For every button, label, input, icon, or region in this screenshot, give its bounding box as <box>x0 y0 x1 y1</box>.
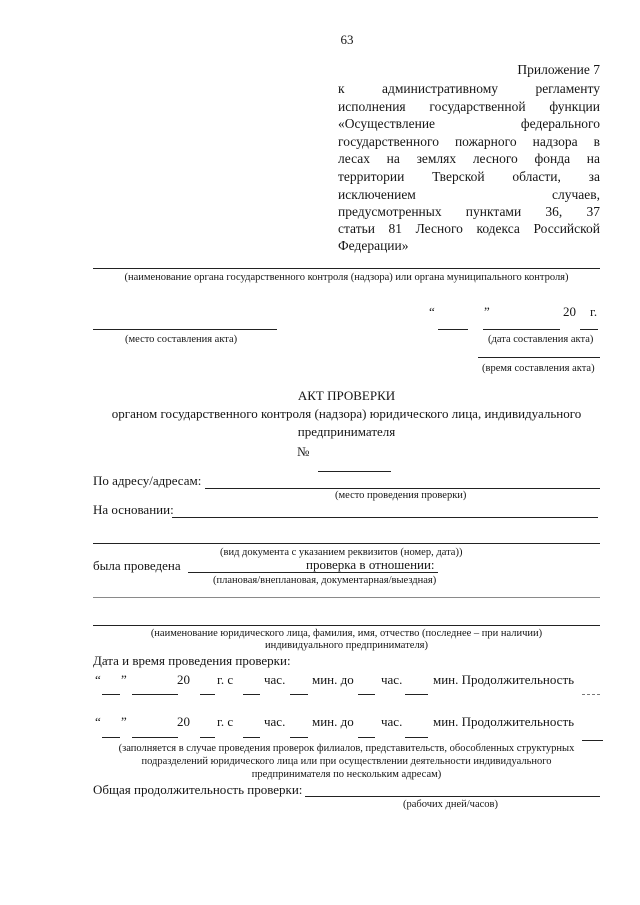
datetime-blank <box>582 694 600 695</box>
date-open-quote: “ <box>429 304 435 319</box>
datetime-hour-1: час. <box>264 714 286 729</box>
date-year-prefix: 20 <box>563 304 576 319</box>
act-subtitle-line-1: органом государственного контроля (надзора) юридического лица, индивидуального <box>111 406 582 421</box>
datetime-blank <box>582 740 603 741</box>
datetime-blank <box>200 737 215 738</box>
branches-caption-line: подразделений юридического лица или при осуществлении деятельности индивидуального <box>141 756 552 767</box>
act-number-sign: № <box>297 444 310 459</box>
branches-caption-line: предпринимателя по нескольким адресам) <box>251 769 442 780</box>
address-caption: (место проведения проверки) <box>335 490 467 501</box>
datetime-year: 20 <box>177 714 190 729</box>
basis-line <box>172 517 598 518</box>
date-caption: (дата составления акта) <box>488 334 594 345</box>
date-close-quote: ” <box>484 304 490 319</box>
date-year-suffix: г. <box>590 304 598 319</box>
datetime-close-quote: ” <box>121 714 127 729</box>
act-title: АКТ ПРОВЕРКИ <box>297 388 396 403</box>
basis-caption: (вид документа с указанием реквизитов (номер, дата)) <box>220 547 463 558</box>
appendix-title: Приложение 7 <box>517 62 600 77</box>
datetime-year-from: г. с <box>217 714 234 729</box>
address-label: По адресу/адресам: <box>93 473 202 488</box>
appendix-line: исключением случаев, <box>338 187 600 202</box>
datetime-blank <box>132 694 178 695</box>
datetime-blank <box>102 737 120 738</box>
org-name-line <box>93 268 600 269</box>
org-name-caption: (наименование органа государственного контроля (надзора) или органа муниципального контроля) <box>124 272 569 283</box>
total-duration-caption: (рабочих дней/часов) <box>403 799 498 810</box>
branches-caption-line: (заполняется в случае проведения проверок филиалов, представительств, обособленных структурных <box>118 743 575 754</box>
datetime-blank <box>243 737 260 738</box>
datetime-blank <box>358 737 375 738</box>
datetime-blank <box>132 737 178 738</box>
time-line <box>478 357 600 358</box>
date-month-line <box>483 329 560 330</box>
place-line <box>93 329 277 330</box>
act-subtitle-line-2: предпринимателя <box>297 424 396 439</box>
datetime-label: Дата и время проведения проверки: <box>93 653 291 668</box>
datetime-blank <box>405 694 428 695</box>
total-duration-label: Общая продолжительность проверки: <box>93 782 303 797</box>
datetime-blank <box>358 694 375 695</box>
appendix-line: Федерации» <box>338 238 409 253</box>
appendix-line: государственного пожарного надзора в <box>338 134 600 149</box>
datetime-blank <box>405 737 428 738</box>
datetime-hour-2: час. <box>381 714 403 729</box>
datetime-blank <box>290 737 308 738</box>
datetime-blank <box>290 694 308 695</box>
page-number: 63 <box>340 32 354 47</box>
appendix-line: предусмотренных пунктами 36, 37 <box>338 204 600 219</box>
address-line <box>205 488 600 489</box>
appendix-line: лесах на землях лесного фонда на <box>338 151 600 166</box>
datetime-open-quote: “ <box>95 714 101 729</box>
conducted-text: проверка в отношении: <box>306 557 435 572</box>
appendix-line: к административному регламенту <box>338 81 600 96</box>
basis-line-2 <box>93 543 600 544</box>
conducted-label: была проведена <box>93 558 181 573</box>
place-caption: (место составления акта) <box>125 334 238 345</box>
date-year-line <box>580 329 598 330</box>
conducted-caption: (плановая/внеплановая, документарная/выездная) <box>213 575 437 586</box>
datetime-year-from: г. с <box>217 672 234 687</box>
datetime-year: 20 <box>177 672 190 687</box>
appendix-line: исполнения государственной функции <box>338 99 600 114</box>
subject-line-1 <box>93 597 600 598</box>
datetime-hour-1: час. <box>264 672 286 687</box>
time-caption: (время составления акта) <box>482 363 595 374</box>
datetime-blank <box>200 694 215 695</box>
subject-line-2 <box>93 625 600 626</box>
datetime-hour-2: час. <box>381 672 403 687</box>
act-number-line <box>318 471 391 472</box>
basis-label: На основании: <box>93 502 174 517</box>
total-duration-line <box>305 796 600 797</box>
datetime-minute-to: мин. до <box>312 672 354 687</box>
appendix-line: статьи 81 Лесного кодекса Российской <box>338 221 600 236</box>
date-day-line <box>438 329 468 330</box>
appendix-line: территории Тверской области, за <box>338 169 600 184</box>
datetime-minute-duration: мин. Продолжительность <box>433 714 575 729</box>
subject-caption-1: (наименование юридического лица, фамилия, имя, отчество (последнее – при наличии) <box>150 628 543 639</box>
datetime-close-quote: ” <box>121 672 127 687</box>
datetime-open-quote: “ <box>95 672 101 687</box>
subject-caption-2: индивидуального предпринимателя) <box>264 640 429 651</box>
datetime-blank <box>243 694 260 695</box>
appendix-line: «Осуществление федерального <box>338 116 600 131</box>
datetime-blank <box>102 694 120 695</box>
datetime-minute-duration: мин. Продолжительность <box>433 672 575 687</box>
datetime-minute-to: мин. до <box>312 714 354 729</box>
